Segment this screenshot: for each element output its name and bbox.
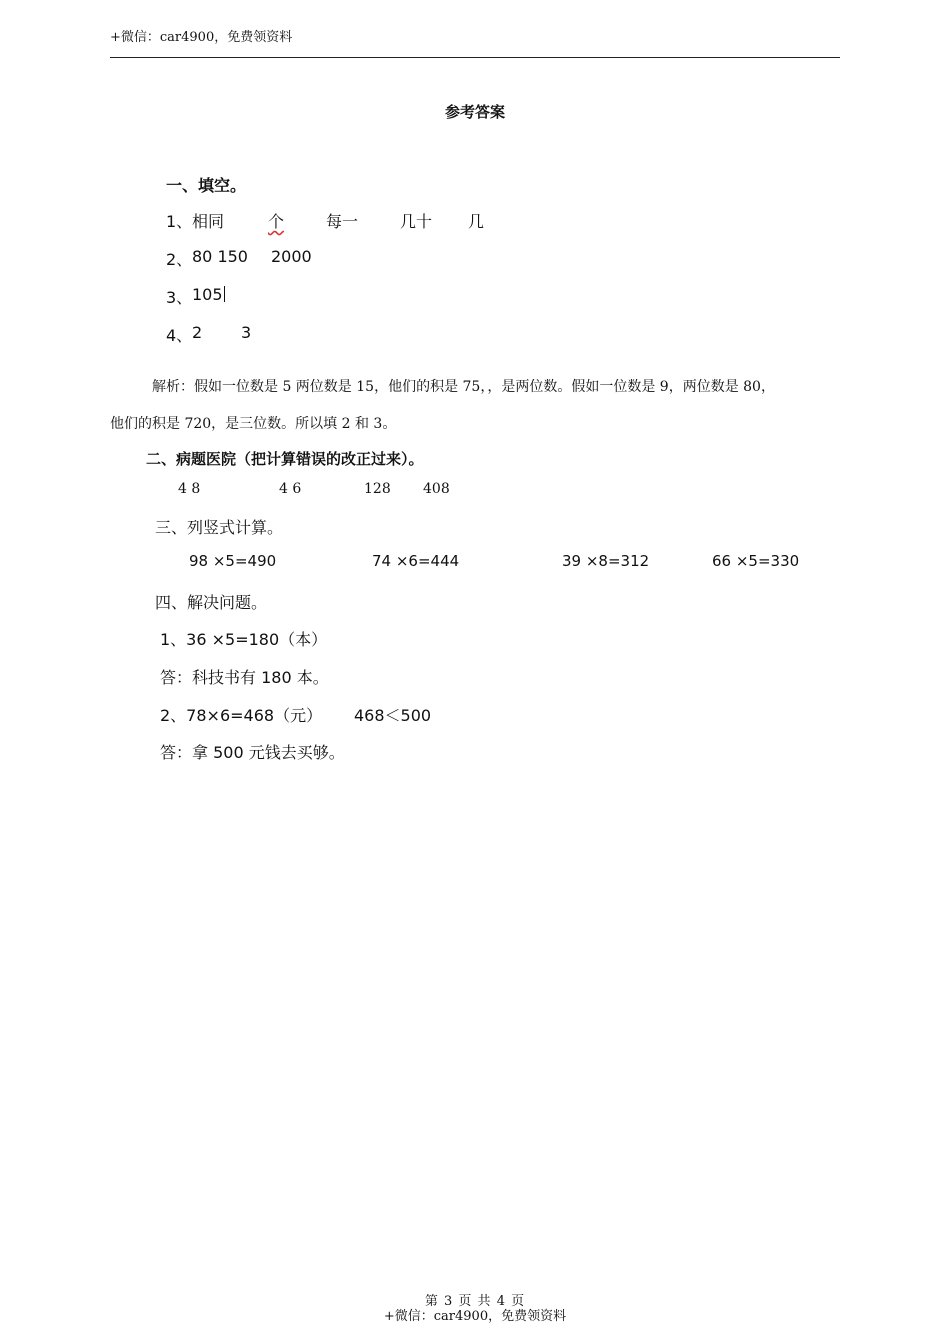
q2-answer-a: 80 150 bbox=[192, 247, 248, 266]
answer-line-1 bbox=[166, 209, 566, 231]
q1-num: 1、 bbox=[166, 212, 193, 231]
corrected-answer-4: 408 bbox=[423, 481, 450, 497]
q4-num: 4、 bbox=[166, 326, 193, 345]
q1-answer-c: 每一 bbox=[326, 212, 359, 231]
corrected-answer-1: 4 8 bbox=[178, 481, 201, 497]
problem-2: 2、78×6=468（元） bbox=[160, 706, 323, 725]
answer-line-3 bbox=[166, 285, 366, 307]
problem-1: 1、36 ×5=180（本） bbox=[160, 630, 328, 649]
calc-item-2: 74 ×6=444 bbox=[372, 552, 460, 570]
q2-num: 2、 bbox=[166, 250, 193, 269]
text-caret bbox=[224, 286, 225, 302]
calc-item-4: 66 ×5=330 bbox=[712, 552, 800, 570]
calc-item-3: 39 ×8=312 bbox=[562, 552, 650, 570]
q1-answer-d: 几十 bbox=[400, 212, 433, 231]
page-number: 第 3 页 共 4 页 bbox=[424, 1294, 526, 1309]
header-note: +微信：car4900，免费领资料 bbox=[110, 30, 293, 45]
analysis-line-1: 解析：假如一位数是 5 两位数是 15，他们的积是 75，，是两位数。假如一位数是 9，两位数是 80， bbox=[152, 379, 775, 395]
section2-heading: 二、病题医院（把计算错误的改正过来）。 bbox=[146, 450, 424, 468]
page-title: 参考答案 bbox=[444, 103, 505, 121]
header-rule bbox=[110, 57, 840, 58]
q4-answer-a: 2 bbox=[192, 323, 203, 342]
section2-answers bbox=[178, 481, 478, 501]
section4-heading: 四、解决问题。 bbox=[155, 593, 268, 612]
q3-answer-wrap bbox=[192, 285, 225, 304]
problem-2-comparison: 468＜500 bbox=[354, 706, 432, 725]
q1-answer-a: 相同 bbox=[192, 212, 225, 231]
section1-heading: 一、填空。 bbox=[166, 176, 247, 195]
q4-answer-b: 3 bbox=[241, 323, 252, 342]
answer-2: 答：拿 500 元钱去买够。 bbox=[160, 743, 345, 762]
q1-answer-e: 几 bbox=[468, 212, 485, 231]
answer-1: 答：科技书有 180 本。 bbox=[160, 668, 329, 687]
q3-num: 3、 bbox=[166, 288, 193, 307]
answer-line-2 bbox=[166, 247, 466, 269]
analysis-line-2: 他们的积是 720，是三位数。所以填 2 和 3。 bbox=[110, 416, 397, 432]
q3-answer-a: 105 bbox=[192, 285, 223, 304]
footer-note: +微信：car4900，免费领资料 bbox=[383, 1309, 567, 1324]
corrected-answer-2: 4 6 bbox=[279, 481, 302, 497]
q1-answer-b: 个 bbox=[268, 212, 285, 231]
q2-answer-b: 2000 bbox=[271, 247, 312, 266]
section3-heading: 三、列竖式计算。 bbox=[155, 518, 284, 537]
calc-item-1: 98 ×5=490 bbox=[189, 552, 277, 570]
answer-line-4 bbox=[166, 323, 366, 345]
corrected-answer-3: 128 bbox=[364, 481, 391, 497]
